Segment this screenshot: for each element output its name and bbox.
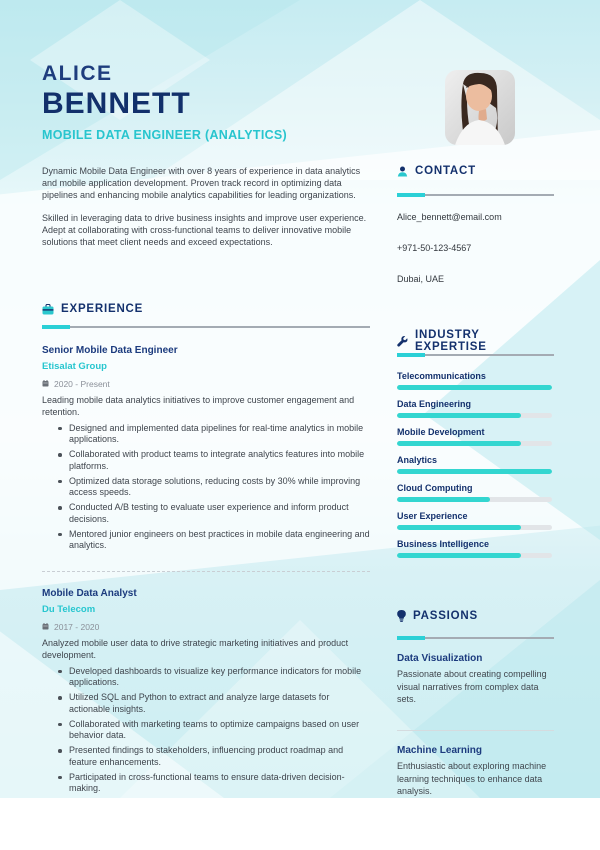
passion-description: Enthusiastic about exploring machine learning techniques to enhance data analysis. (397, 761, 547, 797)
job-bullet-list (42, 423, 370, 552)
job-bullet: Optimized data storage solutions, reducing costs by 30% while improving access speeds. (58, 476, 370, 499)
last-name: BENNETT (42, 87, 191, 120)
main-column (42, 0, 370, 850)
calendar-icon (42, 622, 49, 632)
skills-list (397, 371, 554, 567)
skill-bar (397, 441, 552, 446)
job-period-text: 2017 - 2020 (54, 622, 100, 632)
first-name: ALICE (42, 62, 113, 85)
section-divider (397, 637, 554, 639)
job-bullet: Developed dashboards to visualize key performance indicators for mobile applications. (58, 666, 370, 689)
skill-item (397, 371, 554, 399)
skill-item (397, 511, 554, 539)
job-bullet: Presented findings to stakeholders, influencing product roadmap and feature enhancements. (58, 745, 370, 768)
contact-section-header (397, 165, 554, 177)
job-title: Mobile Data Analyst (42, 588, 137, 599)
passions-section-header (397, 610, 554, 622)
summary-section (42, 166, 370, 261)
expertise-heading: INDUSTRY EXPERTISE (415, 329, 487, 353)
passion-divider (397, 730, 554, 731)
wrench-icon (397, 336, 408, 347)
calendar-icon (42, 379, 49, 389)
contact-email: Alice_bennett@email.com (397, 212, 502, 222)
summary-paragraph: Dynamic Mobile Data Engineer with over 8 years of experience in data analytics and mobile application development. Proven track record in optimizing data pipelines and enhancing mobile analytics capabilities for leading organizations. (42, 166, 361, 200)
experience-entry (42, 345, 370, 555)
job-bullet: Conducted A/B testing to evaluate user experience and inform product decisions. (58, 502, 370, 525)
skill-item (397, 399, 554, 427)
skill-name: Business Intelligence (397, 539, 490, 549)
job-bullet-list (42, 666, 370, 795)
contact-location: Dubai, UAE (397, 274, 445, 284)
skill-item (397, 483, 554, 511)
contact-phone: +971-50-123-4567 (397, 243, 472, 253)
experience-heading: EXPERIENCE (61, 303, 144, 315)
experience-section-header (42, 303, 370, 315)
job-headline: MOBILE DATA ENGINEER (ANALYTICS) (42, 128, 288, 142)
skill-bar-fill (397, 525, 521, 530)
job-company: Du Telecom (42, 604, 96, 615)
job-bullet: Collaborated with marketing teams to optimize campaigns based on user behavior data. (58, 719, 370, 742)
job-description: Leading mobile data analytics initiatives to improve customer engagement and retention. (42, 395, 355, 417)
passion-item (397, 745, 554, 798)
sidebar-column (397, 0, 554, 850)
job-period-text: 2020 - Present (54, 379, 110, 389)
job-period (42, 622, 370, 632)
skill-bar-fill (397, 553, 521, 558)
briefcase-icon (42, 304, 54, 315)
passion-title: Data Visualization (397, 653, 483, 664)
skill-bar (397, 413, 552, 418)
job-period (42, 379, 370, 389)
skill-name: User Experience (397, 511, 468, 521)
skill-bar (397, 553, 552, 558)
job-bullet: Participated in cross-functional teams to ensure data-driven decision-making. (58, 772, 370, 795)
skill-bar (397, 525, 552, 530)
skill-bar (397, 497, 552, 502)
skill-name: Analytics (397, 455, 438, 465)
skill-bar-fill (397, 469, 552, 474)
skill-name: Mobile Development (397, 427, 485, 437)
person-icon (397, 166, 408, 177)
skill-name: Telecommunications (397, 371, 486, 381)
job-bullet: Collaborated with product teams to integrate analytics features into mobile platforms. (58, 449, 370, 472)
passion-title: Machine Learning (397, 745, 483, 756)
skill-bar-fill (397, 385, 552, 390)
job-description: Analyzed mobile user data to drive strategic marketing initiatives and product development. (42, 638, 349, 660)
skill-bar (397, 469, 552, 474)
experience-entry (42, 588, 370, 798)
section-divider (42, 326, 370, 328)
job-bullet: Utilized SQL and Python to extract and analyze large datasets for actionable insights. (58, 692, 370, 715)
passion-item (397, 653, 554, 706)
skill-bar (397, 385, 552, 390)
contact-heading: CONTACT (415, 165, 476, 177)
job-bullet: Mentored junior engineers on best practices in mobile data engineering and analytics. (58, 529, 370, 552)
job-bullet: Designed and implemented data pipelines for real-time analytics in mobile applications. (58, 423, 370, 446)
passions-heading: PASSIONS (413, 610, 478, 622)
section-divider (397, 194, 554, 196)
section-divider (397, 354, 554, 356)
passion-description: Passionate about creating compelling visual narratives from complex data sets. (397, 669, 547, 705)
summary-paragraph: Skilled in leveraging data to drive business insights and improve user experience. Adept at collaborating with cross-functional teams to deliver innovative mobile solutions that meet client needs and exceed expectations. (42, 213, 367, 247)
skill-item (397, 427, 554, 455)
expertise-section-header (397, 329, 554, 353)
lightbulb-icon (397, 610, 406, 622)
job-company: Etisalat Group (42, 361, 107, 372)
skill-bar-fill (397, 441, 521, 446)
skill-name: Cloud Computing (397, 483, 473, 493)
skill-bar-fill (397, 413, 521, 418)
skill-item (397, 539, 554, 567)
job-divider (42, 571, 370, 572)
skill-item (397, 455, 554, 483)
skill-bar-fill (397, 497, 490, 502)
skill-name: Data Engineering (397, 399, 472, 409)
job-title: Senior Mobile Data Engineer (42, 345, 178, 356)
